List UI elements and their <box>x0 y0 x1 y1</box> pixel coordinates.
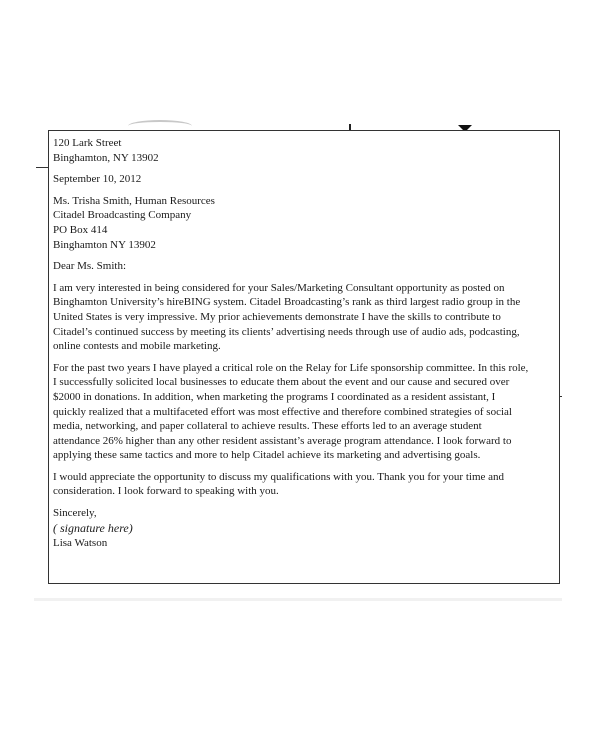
paragraph-line: I am very interested in being considered for your Sales/Marketing Consultant opportunity as posted on <box>53 281 505 294</box>
letter-date: September 10, 2012 <box>53 173 142 186</box>
recipient-name: Ms. Trisha Smith, Human Resources <box>53 194 215 207</box>
salutation-block <box>53 259 549 274</box>
paragraph-line: quickly realized that a multifaceted effort was most effective and therefore combined strategies of social <box>53 405 512 418</box>
paragraph-line: online contests and mobile marketing. <box>53 340 221 353</box>
paragraph-line: media, networking, and paper collateral to achieve results. These efforts led to an average student <box>53 420 482 433</box>
paragraph-line: consideration. I look forward to speaking with you. <box>53 485 279 498</box>
recipient-city: Binghamton NY 13902 <box>53 238 156 251</box>
paragraph-line: For the past two years I have played a critical role on the Relay for Life sponsorship committee. In this role, <box>53 361 529 374</box>
letter-page <box>48 130 560 584</box>
paragraph-line: $2000 in donations. In addition, when marketing the programs I coordinated as a resident assistant, I <box>53 390 496 403</box>
recipient-company: Citadel Broadcasting Company <box>53 209 192 222</box>
recipient-po-box: PO Box 414 <box>53 223 108 236</box>
paragraph-line: attendance 26% higher than any other resident assistant’s average program attendance. I look forward to <box>53 434 512 447</box>
paragraph-line: Binghamton University’s hireBING system. Citadel Broadcasting’s rank as third largest radio group in the <box>53 296 521 309</box>
paragraph-line: I would appreciate the opportunity to discuss my qualifications with you. Thank you for your time and <box>53 470 505 483</box>
paragraph-closing <box>53 470 549 499</box>
sender-street: 120 Lark Street <box>53 137 122 149</box>
signature-placeholder: ( signature here) <box>53 520 133 535</box>
paragraph-line: applying these same tactics and more to help Citadel achieve its marketing and advertising goals. <box>53 449 481 462</box>
paragraph-line: I successfully solicited local businesses to educate them about the event and our cause and secured over <box>53 376 510 389</box>
paragraph-line: Citadel’s continued success by meeting its clients’ advertising needs through use of audio ads, podcasting, <box>53 325 520 338</box>
paragraph-line: United States is very impressive. My prior achievements demonstrate I have the skills to contribute to <box>53 310 501 323</box>
paragraph-interest <box>53 281 549 354</box>
recipient-address <box>53 194 549 252</box>
closing: Sincerely, <box>53 507 97 520</box>
cover-letter <box>53 136 549 558</box>
letter-date-block <box>53 172 549 187</box>
sender-address <box>53 136 549 165</box>
page-bottom-shadow <box>34 598 562 601</box>
sender-city: Binghamton, NY 13902 <box>53 151 159 164</box>
signature-block <box>53 506 549 551</box>
paragraph-experience <box>53 361 549 463</box>
signer-name: Lisa Watson <box>53 537 108 550</box>
salutation: Dear Ms. Smith: <box>53 260 127 273</box>
